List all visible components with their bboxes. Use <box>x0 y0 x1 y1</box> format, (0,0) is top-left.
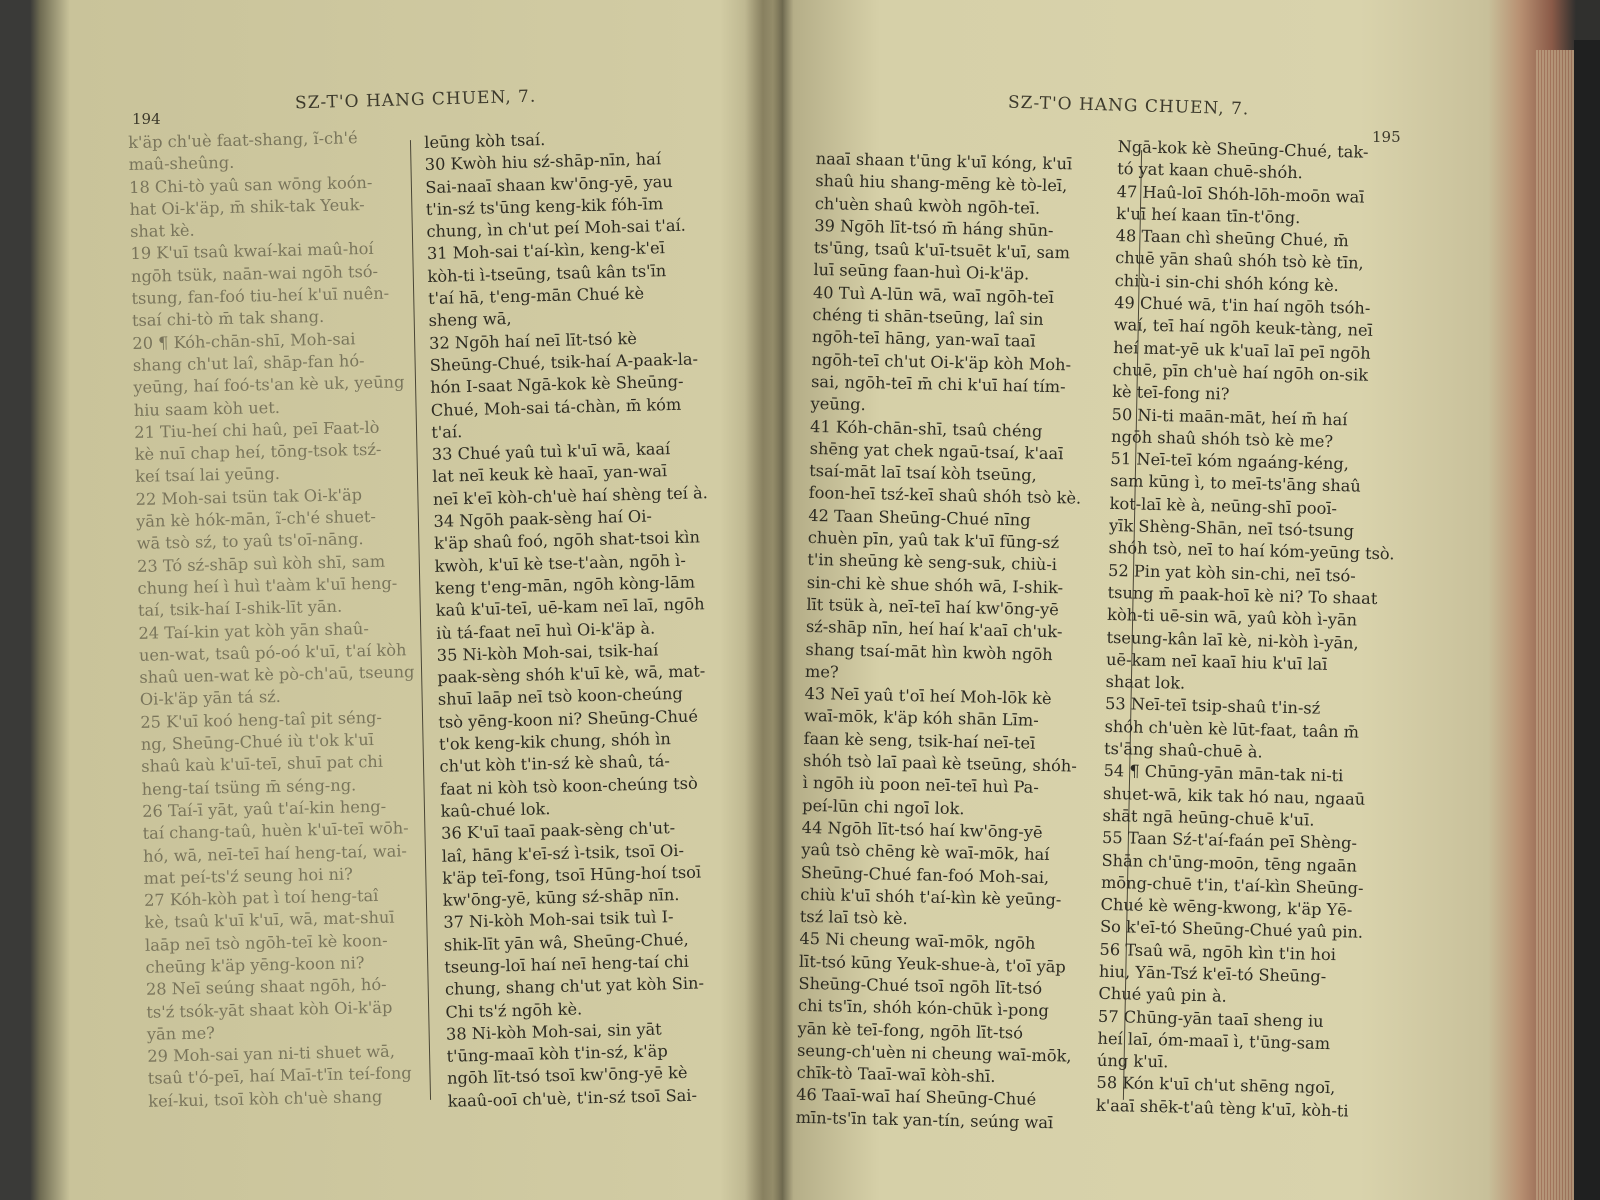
text-line: 25 K'uī koó heng-taî pit séng- <box>140 707 383 732</box>
text-line: chung, ìn ch'ut peí Moh-sai t'aí. <box>426 215 687 242</box>
text-line: chuē yān shaû shóh tsò kè tīn, <box>1115 248 1364 274</box>
text-line: ngōh-teī hāng, yan-waī taaī <box>811 327 1036 352</box>
text-line: shóh tsò laī paaì kè tseūng, shóh- <box>802 750 1078 776</box>
text-line: 31 Moh-sai t'aí-kìn, keng-k'eī <box>426 238 666 264</box>
text-line: shaû uen-wat kè pò-ch'aū, tseung <box>139 662 415 688</box>
text-line: kòh-ti uē-sin wā, yaû kòh ì-yān <box>1106 605 1358 630</box>
text-line: tsò yēng-koon ni? Sheūng-Chué <box>438 706 699 732</box>
text-line: t'aí hā, t'eng-mān Chué kè <box>427 283 645 309</box>
text-line: shaat lok. <box>1105 671 1186 693</box>
text-line: 54 ¶ Chūng-yān mān-tak ni-ti <box>1103 761 1344 786</box>
text-line: laî, hāng k'eī-sź ì-tsik, tsoī Oi- <box>441 840 685 866</box>
text-line: paak-sèng shóh k'uī kè, wā, mat- <box>437 661 706 687</box>
text-line: 56 Tsaû wā, ngōh kìn t'in hoi <box>1099 939 1337 964</box>
text-line: 53 Neī-teī tsip-shaû t'in-sź <box>1104 694 1321 719</box>
text-line: kè nuī chap heí, tōng-tsok tsź- <box>134 439 382 465</box>
text-line: naaī shaan t'ūng k'uī kóng, k'uī <box>815 148 1073 174</box>
text-line: shuī laāp neī tsò koon-cheúng <box>437 684 684 710</box>
text-line: 58 Kón k'uī ch'ut shēng ngoī, <box>1096 1073 1336 1098</box>
text-line: k'uī heí kaan tīn-t'ōng. <box>1116 203 1301 228</box>
text-line: faat ni kòh tsò koon-cheúng tsò <box>439 773 698 799</box>
text-line: 39 Ngōh līt-tsó m̄ háng shūn- <box>814 215 1054 240</box>
text-line: hiu, Yān-Tsź k'eī-tó Sheūng- <box>1098 961 1327 986</box>
text-line: me? <box>804 661 839 682</box>
text-line: 46 Taaī-waī haí Sheūng-Chué <box>795 1085 1037 1110</box>
text-line: hat Oi-k'äp, m̄ shik-tak Yeuk- <box>129 194 365 219</box>
text-line: heí mat-yē uk k'uaī laī peī ngōh <box>1112 337 1371 363</box>
text-line: shēng yat chek ngaū-tsaí, k'aaī <box>809 438 1064 464</box>
text-line: t'in-sź ts'ūng keng-kik fóh-īm <box>425 194 664 219</box>
text-line: kaaû-ooī ch'uè, t'in-sź tsoī Sai- <box>447 1085 698 1111</box>
text-line: 19 K'uī tsaû kwaí-kai maû-hoí <box>130 239 374 264</box>
left-page <box>40 0 760 1200</box>
text-line: waī-mōk, k'äp kóh shān Līm- <box>803 706 1039 731</box>
text-line: tsung, fan-foó tiu-heí k'uī nuên- <box>131 283 390 309</box>
text-line: tsaí-māt laī tsaí kòh tseūng, <box>809 461 1037 485</box>
text-line: sam kūng ì, to meī-ts'āng shaû <box>1109 471 1362 497</box>
text-line: 48 Taan chì sheūng Chué, m̄ <box>1115 226 1350 251</box>
text-line: yān kè hók-mān, ĩ-ch'é shuet- <box>135 506 377 531</box>
text-line: yaû tsò chēng kè waī-mōk, haí <box>801 840 1050 865</box>
text-line: 52 Pin yat kòh sin-chi, neī tsó- <box>1107 560 1356 586</box>
text-line: 50 Ni-ti maān-māt, heí m̄ haí <box>1111 404 1348 429</box>
text-line: t'in sheūng kè seng-suk, chiù-i <box>807 550 1058 575</box>
text-line: 27 Kóh-kòh pat ì toí heng-taî <box>143 886 379 910</box>
text-line: t'ok keng-kik chung, shóh ìn <box>438 729 672 754</box>
text-line: iù tá-faat neī huì Oi-k'äp à. <box>436 618 656 643</box>
text-line: kaû-chué lok. <box>440 799 551 821</box>
text-line: uē-kam neī kaaī hiu k'uī laī <box>1105 649 1328 674</box>
text-line: taí chang-taû, huèn k'uī-teī wōh- <box>142 818 409 844</box>
text-line: chung heí ì huì t'aàm k'uī heng- <box>137 573 398 598</box>
text-line: yeūng. <box>810 394 866 415</box>
text-line: t'ūng-maaī kòh t'in-sź, k'äp <box>446 1041 668 1066</box>
text-line: 22 Moh-sai tsün tak Oi-k'äp <box>135 484 363 509</box>
text-line: taí, tsik-haí I-shik-līt yān. <box>137 596 343 621</box>
text-line: 40 Tuì A-lūn wā, waī ngōh-teī <box>812 282 1055 307</box>
text-line: 32 Ngōh haí neī līt-tsó kè <box>428 328 638 353</box>
text-line: yān kè teī-fong, ngōh līt-tsó <box>797 1018 1024 1043</box>
right-page-column-2 <box>1096 136 1404 1123</box>
text-line: chung, shang ch'ut yat kòh Sin- <box>444 973 705 1000</box>
text-line: k'äp teī-fong, tsoī Hūng-hoí tsoī <box>442 862 702 888</box>
text-line: shang ch'ut laî, shāp-fan hó- <box>132 351 365 375</box>
text-line: chuèn pīn, yaû tak k'uī fūng-sź <box>807 527 1060 553</box>
text-line: shaû hiu shang-mēng kè tò-leī, <box>815 171 1068 196</box>
text-line: Shān ch'ūng-moōn, tēng ngaān <box>1101 850 1358 876</box>
text-line: Ngā-kok kè Sheūng-Chué, tak- <box>1117 136 1369 162</box>
text-line: ngōh-teī ch'ut Oi-k'äp kòh Moh- <box>811 349 1072 375</box>
text-line: shaû kaù k'uī-teī, shuī pat chi <box>141 752 384 777</box>
text-line: ch'ut kòh t'in-sź kè shaû, tá- <box>439 751 671 777</box>
text-line: ts'ūng, tsaû k'uī-tsuēt k'uī, sam <box>813 238 1071 263</box>
text-line: ngōh līt-tsó tsoī kw'ōng-yē kè <box>446 1063 688 1089</box>
text-line: yīk Shèng-Shān, neī tsó-tsung <box>1108 515 1355 541</box>
text-line: faan kè seng, tsik-haí neī-teī <box>803 728 1036 753</box>
text-line: tó yat kaan chuē-shóh. <box>1117 159 1303 183</box>
text-line: līt-tsó kūng Yeuk-shue-à, t'oī yāp <box>798 951 1066 977</box>
left-page-number: 194 <box>132 110 161 128</box>
text-line: yeūng, haí foó-ts'an kè uk, yeūng <box>133 372 405 398</box>
text-line: heng-taí tsüng m̄ séng-ng. <box>141 774 357 799</box>
text-line: laāp neī tsò ngōh-teī kè koon- <box>144 930 388 955</box>
text-line: 33 Chué yaû tuì k'uī wā, kaaí <box>431 439 671 465</box>
text-line: 21 Tiu-heí chi haû, peī Faat-lò <box>134 417 380 442</box>
text-line: k'äp shaû foó, ngōh shat-tsoi kìn <box>433 527 701 554</box>
text-line: Sheūng-Chué tsoī ngōh līt-tsó <box>798 973 1043 998</box>
text-line: 26 Taí-ī yāt, yaû t'aí-kin heng- <box>142 796 387 821</box>
text-line: 47 Haû-loī Shóh-lōh-moōn waī <box>1116 181 1365 207</box>
text-line: Sheūng-Chué, tsik-haí A-paak-la- <box>429 349 699 375</box>
text-line: chiù-i sin-chi shóh kóng kè. <box>1114 270 1340 295</box>
text-line: 20 ¶ Kóh-chān-shī, Moh-sai <box>132 328 356 353</box>
text-line: shik-līt yān wâ, Sheūng-Chué, <box>443 929 689 955</box>
text-line: sź-shāp nīn, heí haí k'aaī ch'uk- <box>805 617 1063 642</box>
left-running-header: SZ-T'O HANG CHUEN, 7. <box>294 86 537 114</box>
text-line: hón I-saat Ngā-kok kè Sheūng- <box>430 372 684 398</box>
text-line: tseung-kân laī kè, ni-kòh ì-yān, <box>1106 627 1359 653</box>
book-cover <box>1574 40 1600 1200</box>
text-line: 41 Kóh-chān-shī, tsaû chéng <box>809 416 1043 441</box>
text-line: ng, Sheūng-Chué iù t'ok k'uī <box>140 730 375 754</box>
text-line: luī seūng faan-huì Oi-k'äp. <box>813 260 1030 284</box>
text-line: tsaû t'ó-peī, haí Maī-t'īn teí-fong <box>147 1063 412 1089</box>
text-line: cheūng k'äp yēng-koon ni? <box>145 953 365 977</box>
text-line: hiu saam kòh uet. <box>133 397 281 420</box>
text-line: hó, wā, neī-teī haí heng-taí, wai- <box>142 840 408 866</box>
text-line: shang tsaí-māt hìn kwòh ngōh <box>805 639 1053 664</box>
text-line: sheng wā, <box>428 309 512 331</box>
text-line: 18 Chi-tò yaû san wōng koón- <box>128 172 373 197</box>
text-line: kaû k'uī-teī, uē-kam neī laī, ngōh <box>435 594 705 621</box>
text-line: Chué kè wēng-kwong, k'äp Yē- <box>1100 894 1353 920</box>
text-line: k'aaī shēk-t'aû tèng k'uī, kòh-ti <box>1095 1095 1349 1121</box>
text-line: 23 Tó sź-shāp suì kòh shī, sam <box>136 551 386 576</box>
text-line: heí laī, óm-maaī ì, t'ūng-sam <box>1097 1028 1331 1053</box>
text-line: Sai-naaī shaan kw'ōng-yē, yau <box>425 171 673 197</box>
text-line: 44 Ngōh līt-tsó haí kw'ōng-yē <box>801 817 1043 842</box>
text-line: 57 Chūng-yān taaī sheng iu <box>1097 1006 1324 1031</box>
text-line: kot-laī kè à, neūng-shī pooī- <box>1109 493 1338 518</box>
text-line: shóh ch'uèn kè lūt-faat, taân m̄ <box>1104 716 1360 742</box>
text-line: 24 Taí-kin yat kòh yān shaû- <box>138 618 370 643</box>
text-line: 34 Ngōh paak-sèng haí Oi- <box>433 506 653 531</box>
text-line: 30 Kwòh hiu sź-shāp-nīn, haí <box>424 149 662 175</box>
text-line: leūng kòh tsaí. <box>424 130 546 152</box>
text-line: chiù k'uī shóh t'aí-kìn kè yeūng- <box>800 884 1062 910</box>
right-page <box>772 0 1512 1200</box>
page-edges <box>1536 50 1576 1200</box>
text-line: t'aí. <box>431 422 463 442</box>
text-line: mīn-ts'īn tak yan-tín, seúng waī <box>795 1107 1054 1132</box>
text-line: waí, teī haí ngōh keuk-tàng, neī <box>1113 315 1373 341</box>
text-line: 45 Ni cheung waī-mōk, ngōh <box>799 929 1036 954</box>
text-line: Oi-k'äp yān tá sź. <box>139 687 282 710</box>
text-line: Sheūng-Chué fan-foó Moh-sai, <box>800 862 1050 887</box>
text-line: keí tsaí lai yeūng. <box>135 464 281 487</box>
text-line: shāt ngā heūng-chuē k'uī. <box>1102 805 1315 830</box>
text-line: peí-lūn chi ngoī lok. <box>802 795 965 818</box>
right-running-header: SZ-T'O HANG CHUEN, 7. <box>1007 92 1250 120</box>
text-line: kwòh, k'uī kè tse-t'aàn, ngōh ì- <box>434 550 687 576</box>
text-line: shat kè. <box>129 220 195 242</box>
text-line: 35 Ni-kòh Moh-sai, tsik-haí <box>436 640 659 665</box>
text-line: maû-sheûng. <box>128 153 235 175</box>
text-line: līt tsük à, neī-teī haí kw'ōng-yē <box>806 594 1060 620</box>
text-line: 51 Neī-teī kóm ngaáng-kéng, <box>1110 449 1350 474</box>
text-line: 42 Taan Sheūng-Chué nīng <box>808 505 1031 530</box>
text-line: chīk-tò Taaī-waī kòh-shī. <box>796 1062 996 1087</box>
text-line: 43 Neī yaû t'oī heí Moh-lōk kè <box>804 684 1052 709</box>
text-line: lat neī keuk kè haaī, yan-waī <box>432 461 668 487</box>
text-line: foon-heī tsź-keī shaû shóh tsò kè. <box>808 483 1082 509</box>
text-line: 55 Taan Sź-t'aí-faán peī Shèng- <box>1101 828 1358 853</box>
text-line: So k'eī-tó Sheūng-Chué yaû pin. <box>1099 917 1364 943</box>
right-page-column-1 <box>795 148 1090 1135</box>
text-line: Chué, Moh-sai tá-chàn, m̄ kóm <box>430 394 682 420</box>
text-line: 38 Ni-kòh Moh-sai, sin yāt <box>445 1019 662 1044</box>
text-line: 49 Chué wā, t'in haí ngōh tsóh- <box>1114 293 1371 318</box>
left-page-column-1 <box>128 126 424 1113</box>
text-line: neī k'eī kòh-ch'uè haí shèng teí à. <box>432 482 709 509</box>
text-line: sai, ngōh-teī m̄ chi k'uī haí tím- <box>810 371 1066 397</box>
text-line: mōng-chuē t'in, t'aí-kìn Sheūng- <box>1100 872 1364 898</box>
text-line: kw'ōng-yē, kūng sź-shāp nīn. <box>442 885 680 910</box>
text-line: chéng ti shān-tseūng, laî sin <box>812 305 1044 329</box>
text-line: wā tsò sź, to yaû ts'oī-nāng. <box>136 529 364 554</box>
text-line: ì ngōh iù poon neī-teī huì Pa- <box>802 773 1039 798</box>
text-line: tseung-loī haí neī heng-taí chi <box>444 951 690 977</box>
text-line: chi ts'īn, shóh kón-chūk ì-pong <box>797 996 1050 1021</box>
text-line: sin-chi kè shue shóh wā, I-shik- <box>806 572 1064 597</box>
text-line: úng k'uī. <box>1096 1050 1169 1072</box>
text-line: yān me? <box>146 1023 216 1044</box>
text-line: shóh tsò, neī to haí kóm-yeūng tsò. <box>1108 538 1395 564</box>
text-line: keng t'eng-mān, ngōh kòng-lām <box>434 572 696 598</box>
text-line: 29 Moh-sai yan ni-ti shuet wā, <box>147 1041 396 1066</box>
text-line: tsaí chi-tò m̄ tak shang. <box>131 307 325 331</box>
text-line: chuē, pīn ch'uè haí ngōh on-sik <box>1112 359 1369 385</box>
text-line: ch'uèn shaû kwòh ngōh-teī. <box>814 193 1041 218</box>
text-line: keí-kui, tsoī kòh ch'uè shang <box>148 1086 383 1111</box>
text-line: ts'āng shaû-chuē à. <box>1103 738 1263 762</box>
text-line: 36 K'uī taaī paak-sèng ch'ut- <box>440 818 676 843</box>
text-line: kè, tsaû k'uī k'uī, wā, mat-shuī <box>144 907 395 933</box>
text-line: 37 Ni-kòh Moh-sai tsik tuì I- <box>443 907 674 933</box>
text-line: k'äp ch'uè faat-shang, ĩ-ch'é <box>128 128 358 152</box>
text-line: tsung m̄ paak-hoī kè ni? To shaat <box>1107 582 1378 608</box>
text-line: tsź laī tsò kè. <box>799 906 908 929</box>
text-line: 28 Neī seúng shaat ngōh, hó- <box>145 975 387 1000</box>
text-line: uen-wat, tsaû pó-oó k'uī, t'aí kòh <box>138 640 407 665</box>
text-line: kòh-ti ì-tseūng, tsaû kân ts'īn <box>427 260 667 286</box>
text-line: shuet-wā, kik tak hó nau, ngaaū <box>1102 783 1366 809</box>
text-line: kè teī-fong ni? <box>1111 382 1230 404</box>
text-line: Chué yaû pin à. <box>1098 984 1227 1006</box>
text-line: ts'ź tsók-yāt shaat kòh Oi-k'äp <box>146 997 393 1022</box>
text-line: Chi ts'ź ngōh kè. <box>445 998 583 1022</box>
left-page-column-2 <box>424 125 723 1112</box>
right-page-number: 195 <box>1372 128 1401 146</box>
text-line: seung-ch'uèn ni cheung waī-mōk, <box>796 1040 1072 1066</box>
text-line: ngōh tsük, naān-wai ngōh tsó- <box>130 261 379 286</box>
text-line: ngōh shaû shóh tsò kè me? <box>1110 426 1334 451</box>
text-line: mat peí-ts'ź seung hoi ni? <box>143 864 353 888</box>
